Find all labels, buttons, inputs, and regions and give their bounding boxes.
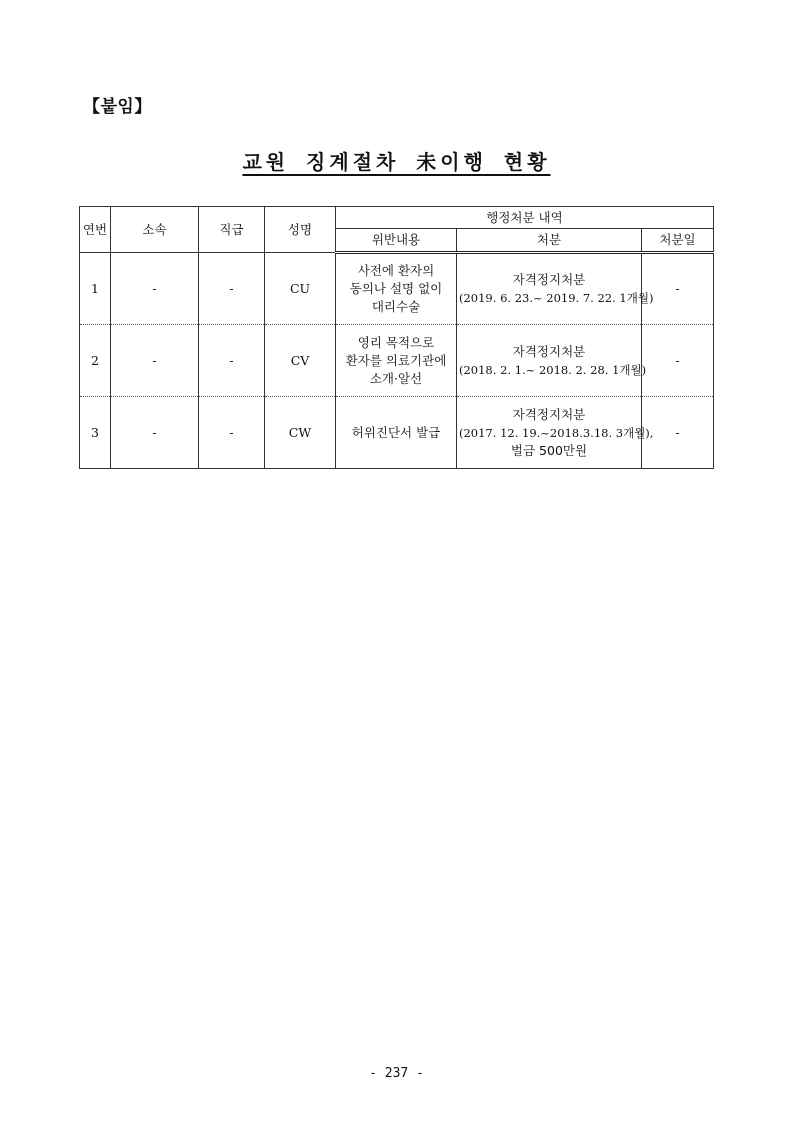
violation-line: 대리수술 [371,299,421,314]
penalty-line: (2018. 2. 1.~ 2018. 2. 28. 1개월) [459,362,647,377]
penalty-line: 자격정지처분 [512,343,586,359]
cell-rank: - [199,253,265,325]
violation-line: 영리 목적으로 [357,334,435,350]
penalty-line: 자격정지처분 [512,272,586,287]
cell-seq: 2 [80,325,111,397]
header-affiliation: 소속 [111,207,199,253]
cell-violation [336,325,457,397]
header-violation: 위반내용 [336,229,457,253]
table-header [80,207,714,253]
cell-penalty-date: - [642,325,714,397]
penalty-line: 벌금 500만원 [510,442,588,458]
cell-penalty-date: - [642,397,714,469]
header-penalty-date: 처분일 [642,229,714,253]
cell-penalty [457,253,654,325]
header-row-1 [80,207,714,229]
table-row [80,325,714,397]
disciplinary-status-table [79,206,714,469]
cell-violation [336,253,457,325]
header-rank: 직급 [199,207,265,253]
table-row [80,397,714,469]
table-body [80,253,714,469]
cell-penalty [457,325,647,397]
table-row [80,253,714,325]
cell-name: CW [265,397,336,469]
cell-name: CV [265,325,336,397]
violation-line: 동의나 설명 없이 [349,281,443,296]
cell-rank: - [199,325,265,397]
header-penalty: 처분 [457,229,642,253]
violation-line: 환자를 의료기관에 [345,352,447,368]
document-title-text: 교원 징계절차 未이행 현황 [242,150,551,174]
cell-affiliation: - [111,325,199,397]
cell-violation [336,397,457,469]
header-seq: 연번 [80,207,111,253]
penalty-line: (2019. 6. 23.~ 2019. 7. 22. 1개월) [459,291,654,305]
header-admin-action-group: 행정처분 내역 [336,207,714,229]
cell-affiliation: - [111,253,199,325]
cell-penalty [457,397,654,469]
violation-line: 소개·알선 [369,370,423,386]
page-number: - 237 - [369,1066,424,1081]
document-title [0,146,793,175]
attachment-label: 【붙임】 [83,97,152,117]
violation-line: 허위진단서 발급 [351,424,441,440]
cell-seq: 1 [80,253,111,325]
penalty-line: (2017. 12. 19.~2018.3.18. 3개월), [459,425,654,440]
header-name: 성명 [265,207,336,253]
cell-seq: 3 [80,397,111,469]
violation-line: 사전에 환자의 [357,263,435,278]
cell-affiliation: - [111,397,199,469]
cell-rank: - [199,397,265,469]
cell-name: CU [265,253,336,325]
cell-penalty-date: - [642,253,714,325]
penalty-line: 자격정지처분 [512,406,586,422]
